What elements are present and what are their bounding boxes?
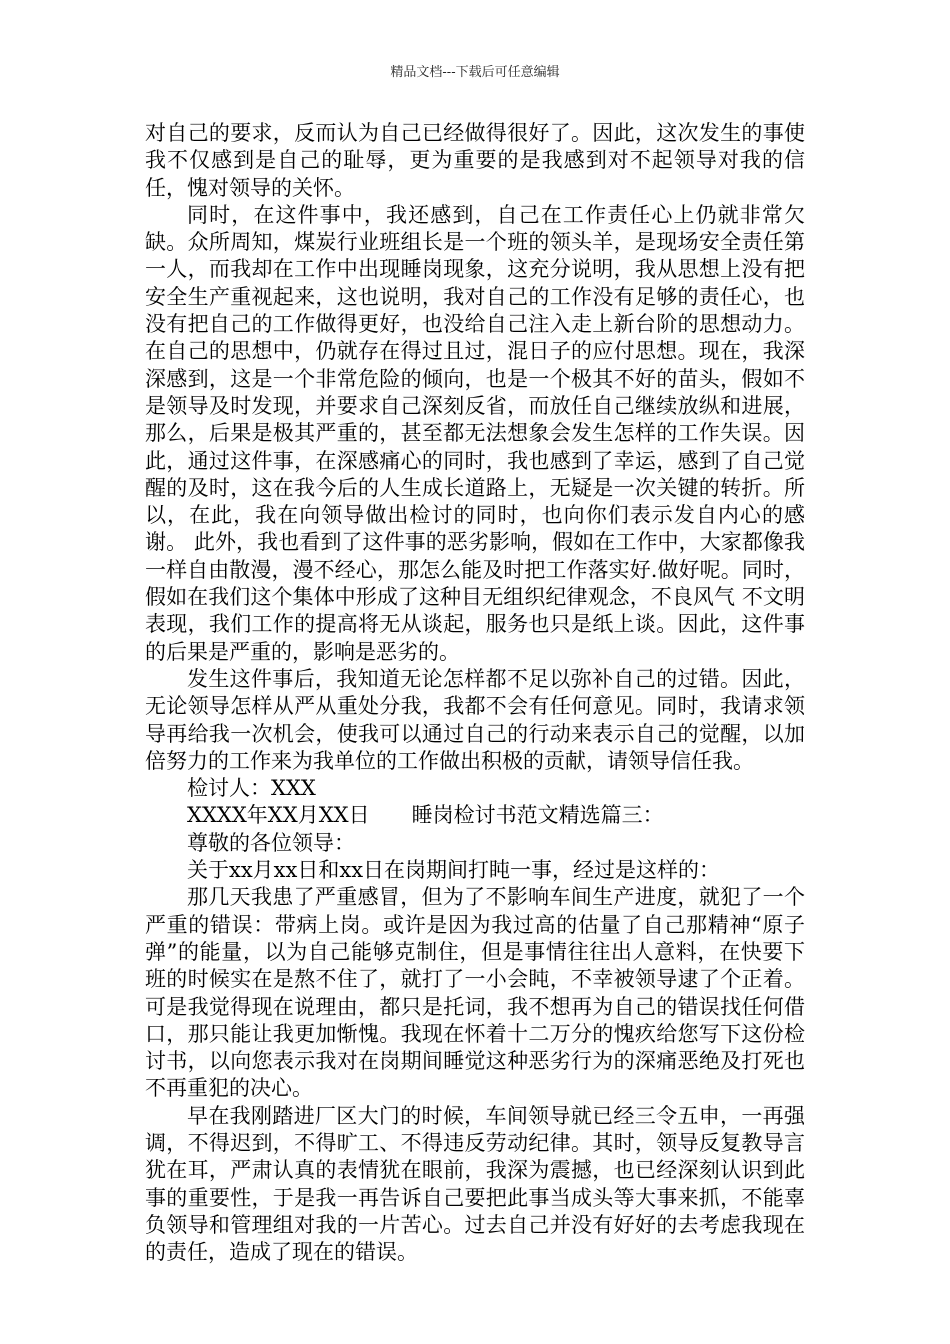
paragraph-1: 对自己的要求，反而认为自己已经做得很好了。因此，这次发生的事使我不仅感到是自己的耻辱，更为重要的是我感到对不起领导对我的信任，愧对领导的关怀。 (145, 121, 805, 200)
paragraph-3: 发生这件事后，我知道无论怎样都不足以弥补自己的过错。因此，无论领导怎样从严从重处分我，我都不会有任何意见。同时，我请求领导再给我一次机会，使我可以通过自己的行动来表示自己的觉醒，以加倍努力的工作来为我单位的工作做出积极的贡献，请领导信任我。 (145, 666, 805, 773)
document-body (145, 120, 805, 1266)
section-title: 睡岗检讨书范文精选篇三： (411, 803, 664, 828)
signature-line: 检讨人：XXX (187, 776, 316, 801)
date-title-line (145, 802, 805, 829)
paragraph-intro: 关于xx月xx日和xx日在岗期间打盹一事，经过是这样的： (187, 858, 721, 883)
paragraph-5: 早在我刚踏进厂区大门的时候，车间领导就已经三令五申，一再强调，不得迟到，不得旷工、不得违反劳动纪律。其时，领导反复教导言犹在耳，严肃认真的表情犹在眼前，我深为震撼，也已经深刻认识到此事的重要性，于是我一再告诉自己要把此事当成头等大事来抓，不能辜负领导和管理组对我的一片苦心。过去自己并没有好好的去考虑我现在的责任，造成了现在的错误。 (145, 1103, 805, 1265)
date-text: XXXX年XX月XX日 (187, 803, 370, 828)
salutation: 尊敬的各位领导： (187, 830, 355, 855)
paragraph-4: 那几天我患了严重感冒，但为了不影响车间生产进度，就犯了一个严重的错误：带病上岗。或许是因为我过高的估量了自己那精神“原子弹”的能量，以为自己能够克制住，但是事情往往出人意料，在快要下班的时候实在是熬不住了，就打了一小会盹，不幸被领导逮了个正着。可是我觉得现在说理由，都只是托词，我不想再为自己的错误找任何借口，那只能让我更加惭愧。我现在怀着十二万分的愧疚给您写下这份检讨书，以向您表示我对在岗期间睡觉这种恶劣行为的深痛恶绝及打死也不再重犯的决心。 (145, 885, 805, 1101)
page-header: 精品文档---下载后可任意编辑 (390, 65, 560, 80)
paragraph-2: 同时，在这件事中，我还感到，自己在工作责任心上仍就非常欠缺。众所周知，煤炭行业班组长是一个班的领头羊，是现场安全责任第一人，而我却在工作中出现睡岗现象，这充分说明，我从思想上没有把安全生产重视起来，这也说明，我对自己的工作没有足够的责任心，也没有把自己的工作做得更好，也没给自己注入走上新台阶的思想动力。在自己的思想中，仍就存在得过且过，混日子的应付思想。现在，我深深感到，这是一个非常危险的倾向，也是一个极其不好的苗头，假如不是领导及时发现，并要求自己深刻反省，而放任自己继续放纵和进展，那么，后果是极其严重的，甚至都无法想象会发生怎样的工作失误。因此，通过这件事，在深感痛心的同时，我也感到了幸运，感到了自己觉醒的及时，这在我今后的人生成长道路上，无疑是一次关键的转折。所以，在此，我在向领导做出检讨的同时，也向你们表示发自内心的感谢。 此外，我也看到了这件事的恶劣影响，假如在工作中，大家都像我一样自由散漫，漫不经心，那怎么能及时把工作落实好.做好呢。同时，假如在我们这个集体中形成了这种目无组织纪律观念，不良风气 不文明表现，我们工作的提高将无从谈起，服务也只是纸上谈。因此，这件事的后果是严重的，影响是恶劣的。 (145, 202, 805, 664)
